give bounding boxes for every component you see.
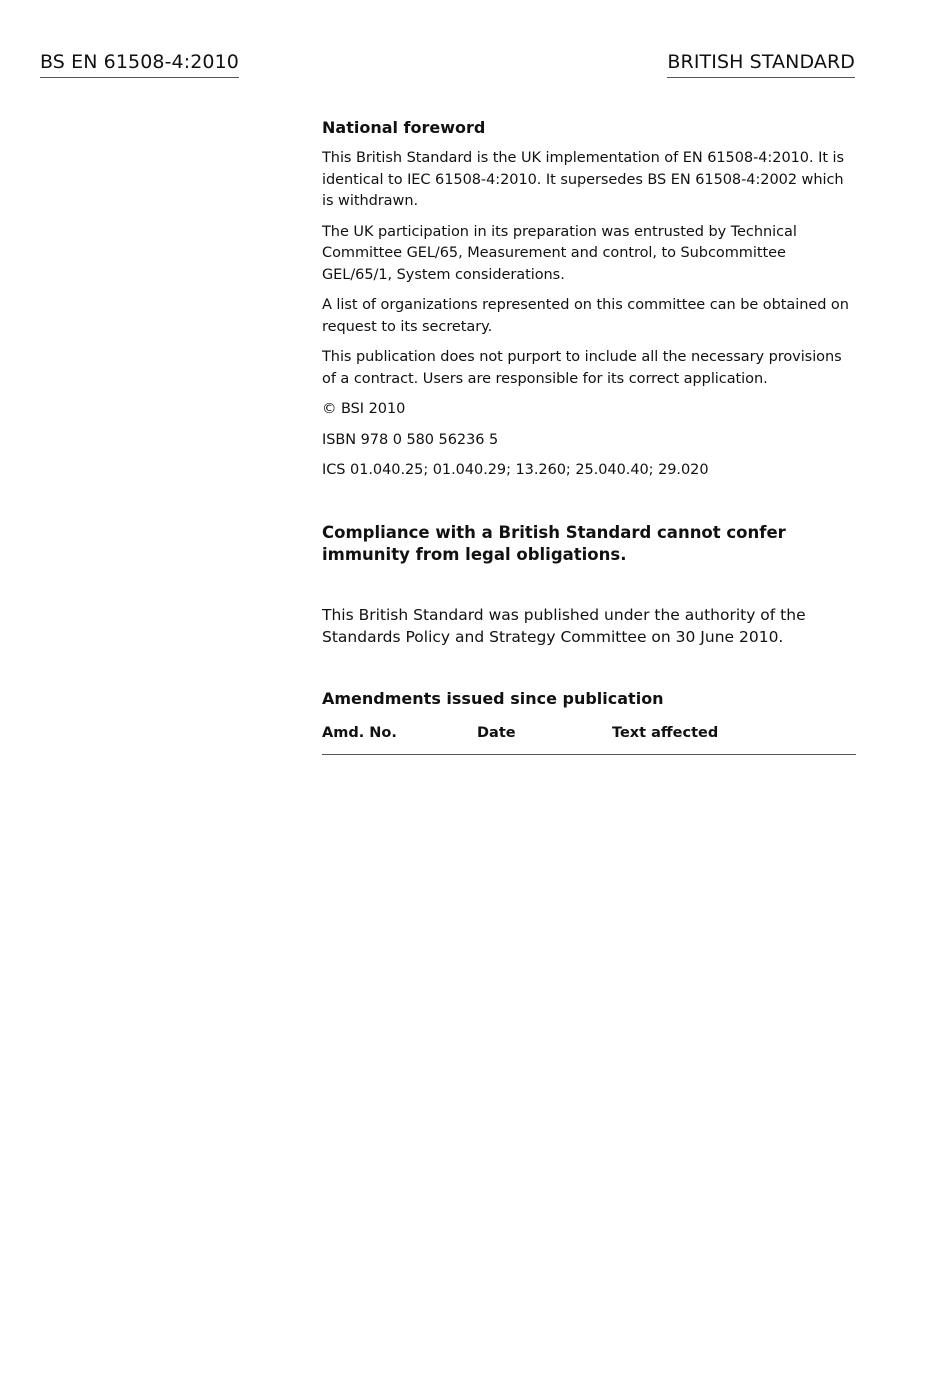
column-header-text-affected: Text affected [612,725,719,741]
amendments-title: Amendments issued since publication [322,689,664,708]
foreword-paragraph: This publication does not purport to include all the necessary provisions of a contract. Users are responsible for its correct application. [322,349,842,387]
isbn-line: ISBN 978 0 580 56236 5 [322,431,499,448]
compliance-statement: Compliance with a British Standard cannot confer immunity from legal obligations. [322,523,786,564]
standard-type-label: BRITISH STANDARD [667,50,855,78]
publication-statement: This British Standard was published under the authority of the Standards Policy and Strategy Committee on 30 June 2010. [322,606,806,646]
compliance-statement-block [322,522,856,565]
foreword-paragraph: This British Standard is the UK implementation of EN 61508-4:2010. It is identical to IEC 61508-4:2010. It supersedes BS EN 61508-4:2002 which is withdrawn. [322,150,844,209]
national-foreword-section [322,117,856,491]
document-code: BS EN 61508-4:2010 [40,50,239,78]
copyright-line: © BSI 2010 [322,401,406,417]
publication-statement-block [322,605,856,648]
amendments-table [322,724,856,755]
section-title: National foreword [322,118,486,137]
foreword-paragraph: The UK participation in its preparation was entrusted by Technical Committee GEL/65, Measurement and control, to Subcommittee GEL/65/1, System considerations. [322,223,797,283]
column-header-amd-no: Amd. No. [322,725,397,741]
amendments-heading-block [322,688,856,709]
column-header-date: Date [477,725,516,741]
ics-line: ICS 01.040.25; 01.040.29; 13.260; 25.040.40; 29.020 [322,462,709,478]
foreword-paragraph: A list of organizations represented on this committee can be obtained on request to its secretary. [322,297,849,335]
